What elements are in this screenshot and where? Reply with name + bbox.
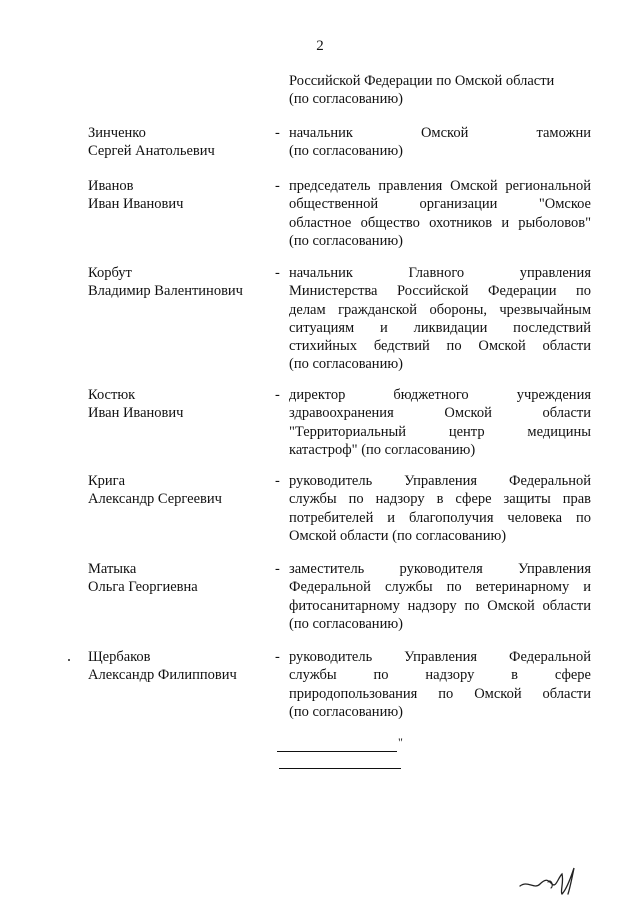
role-line: службы по надзору в сфере	[289, 667, 591, 684]
role-line: директор бюджетного учреждения	[289, 387, 591, 403]
member-name	[88, 560, 268, 597]
role-line: (по согласованию)	[289, 143, 403, 160]
entry-dash: -	[275, 561, 280, 577]
member-given-names: Александр Сергеевич	[88, 491, 222, 508]
entry-dash: -	[275, 387, 280, 403]
member-given-names: Иван Иванович	[88, 196, 184, 213]
member-surname: Зинченко	[88, 125, 146, 141]
member-given-names: Александр Филиппович	[88, 667, 237, 684]
continuation-line: (по согласованию)	[289, 91, 403, 108]
role-line: (по согласованию)	[289, 356, 403, 373]
member-surname: Корбут	[88, 265, 132, 281]
member-role	[289, 124, 591, 161]
role-line: природопользования по Омской области	[289, 685, 591, 702]
member-role	[289, 177, 591, 250]
role-line: (по согласованию)	[289, 232, 403, 249]
role-line: Министерства Российской Федерации по	[289, 283, 591, 300]
role-line: областное общество охотников и рыболовов"	[289, 214, 591, 231]
role-line: потребителей и благополучия человека по	[289, 509, 591, 526]
role-line: стихийных бедствий по Омской области	[289, 338, 591, 355]
member-given-names: Ольга Георгиевна	[88, 579, 198, 596]
role-line: катастроф" (по согласованию)	[289, 441, 476, 458]
member-surname: Крига	[88, 473, 126, 489]
continuation-text	[289, 72, 591, 109]
member-surname: Матыка	[88, 561, 137, 577]
role-line: начальник Омской таможни	[289, 125, 591, 141]
member-role	[289, 560, 591, 633]
entry-dash: -	[275, 473, 280, 489]
role-line: фитосанитарному надзору по Омской области	[289, 597, 591, 614]
member-surname: Щербаков	[88, 649, 151, 665]
closing-quote-mark: "	[398, 735, 403, 749]
continuation-line: Российской Федерации по Омской области	[289, 73, 555, 89]
entry-dash: -	[275, 178, 280, 194]
member-given-names: Владимир Валентинович	[88, 283, 243, 300]
role-line: (по согласованию)	[289, 615, 403, 632]
signature-mark	[518, 860, 582, 898]
member-name	[88, 386, 268, 423]
member-given-names: Сергей Анатольевич	[88, 143, 215, 160]
role-line: делам гражданской обороны, чрезвычайным	[289, 301, 591, 318]
member-role	[289, 648, 591, 721]
role-line: председатель правления Омской региональной	[289, 178, 591, 194]
member-name	[88, 264, 268, 301]
role-line: здравоохранения Омской области	[289, 405, 591, 422]
role-line: Омской области (по согласованию)	[289, 527, 507, 544]
role-line: заместитель руководителя Управления	[289, 561, 591, 577]
role-line: ситуациям и ликвидации последствий	[289, 319, 591, 336]
page-number: 2	[316, 38, 324, 54]
margin-mark	[68, 659, 70, 661]
entry-dash: -	[275, 649, 280, 665]
entry-dash: -	[275, 265, 280, 281]
closing-line-short	[279, 768, 401, 769]
member-surname: Костюк	[88, 387, 136, 403]
role-line: руководитель Управления Федеральной	[289, 473, 591, 489]
member-name	[88, 177, 268, 214]
member-name	[88, 124, 268, 161]
member-name	[88, 648, 268, 685]
member-role	[289, 264, 591, 374]
role-line: "Территориальный центр медицины	[289, 423, 591, 440]
closing-line	[277, 751, 397, 752]
role-line: службы по надзору в сфере защиты прав	[289, 491, 591, 508]
member-role	[289, 472, 591, 545]
member-surname: Иванов	[88, 178, 134, 194]
member-given-names: Иван Иванович	[88, 405, 184, 422]
role-line: начальник Главного управления	[289, 265, 591, 281]
entry-dash: -	[275, 125, 280, 141]
role-line: руководитель Управления Федеральной	[289, 649, 591, 665]
role-line: Федеральной службы по ветеринарному и	[289, 579, 591, 596]
role-line: (по согласованию)	[289, 703, 403, 720]
member-name	[88, 472, 268, 509]
role-line: общественной организации "Омское	[289, 196, 591, 213]
member-role	[289, 386, 591, 459]
